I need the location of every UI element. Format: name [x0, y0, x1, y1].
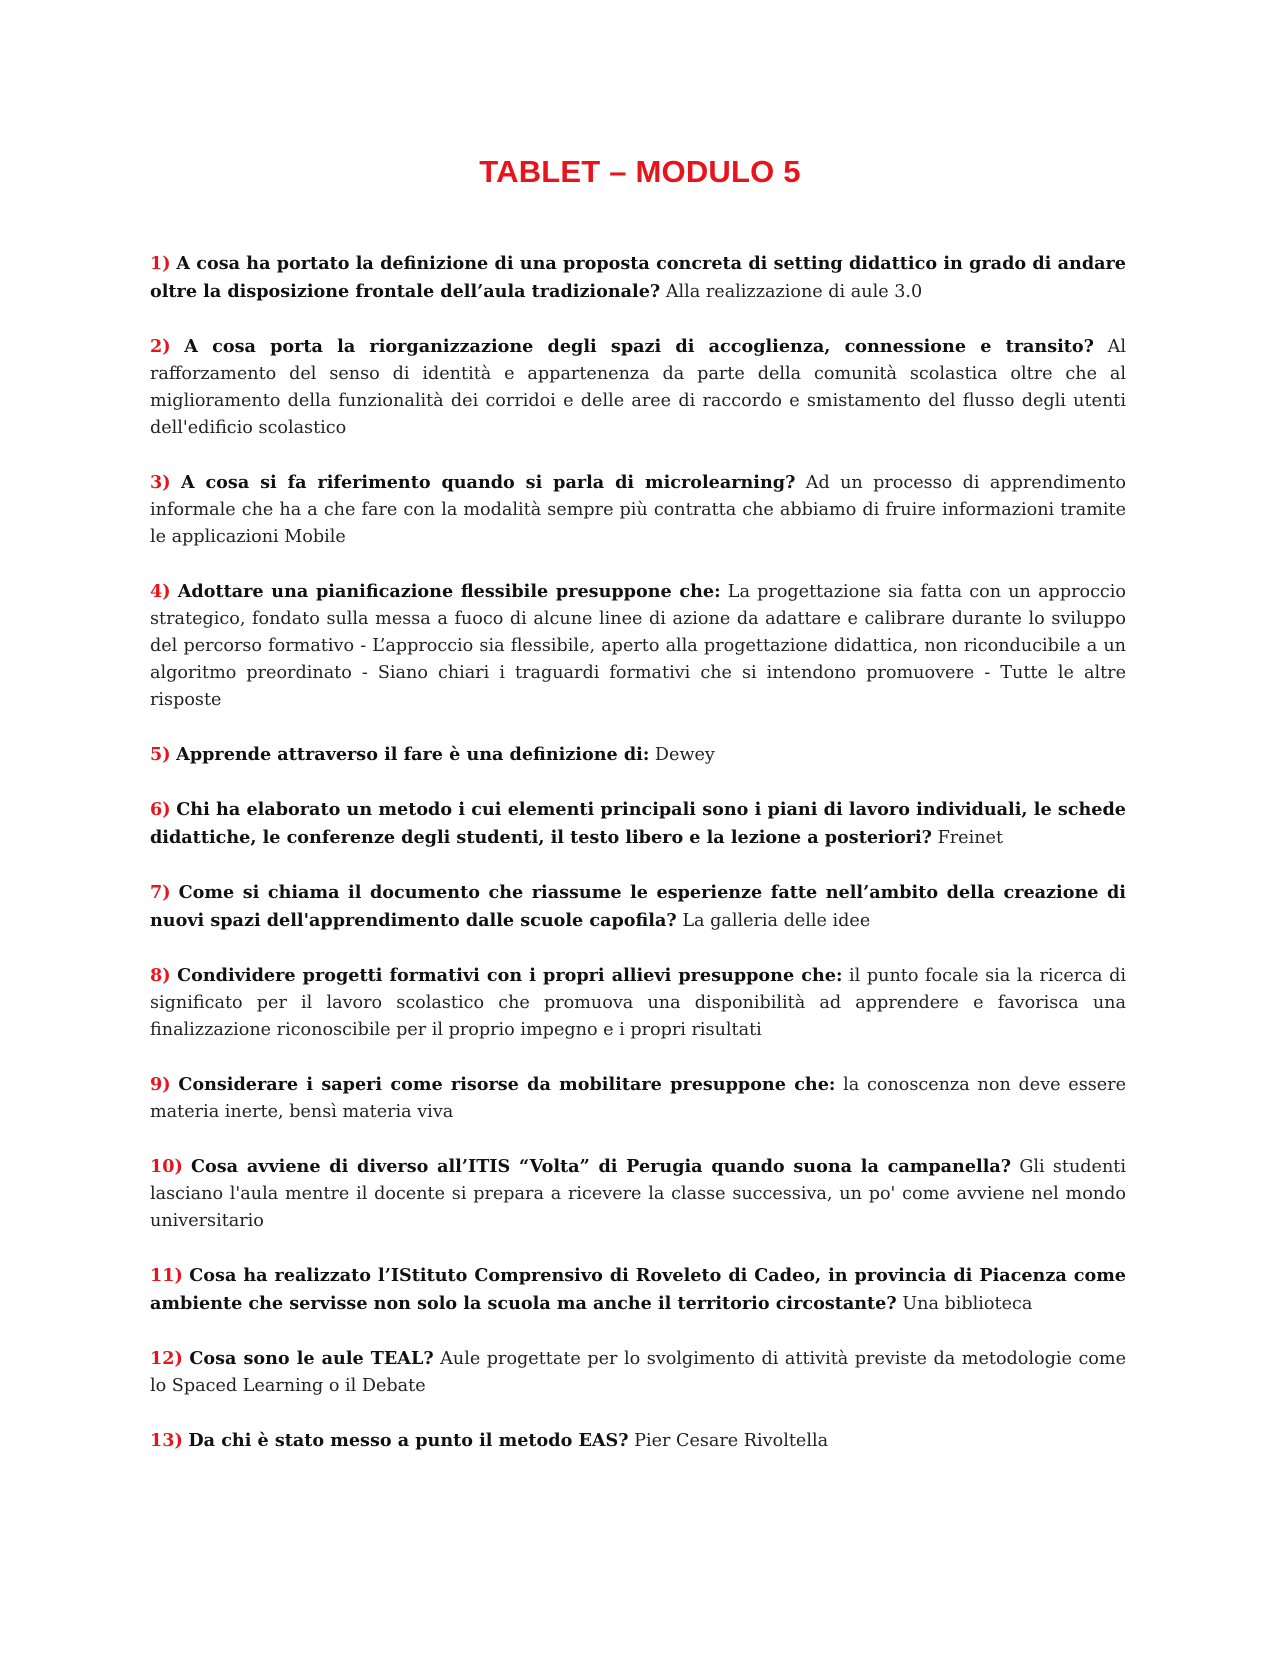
question-number: 1): [150, 253, 171, 274]
answer-text: La progettazione sia fatta con un approccio strategico, fondato sulla messa a fuoco di alcune linee di azione da adattare e calibrare durante lo sviluppo del percorso formativo - L’approccio sia flessibile, aperto alla progettazione didattica, non riconducibile a un algoritmo preordinato - Siano chiari i traguardi formativi che si intendono promuovere - Tutte le altre risposte: [150, 582, 1127, 710]
answer-text: La galleria delle idee: [682, 911, 871, 931]
answer-text: Pier Cesare Rivoltella: [634, 1431, 829, 1451]
question-text: Considerare i saperi come risorse da mobilitare presuppone che:: [178, 1074, 836, 1095]
qa-item: [150, 469, 1126, 551]
qa-item: [150, 962, 1126, 1044]
question-number: 9): [150, 1074, 171, 1095]
page-title: TABLET – MODULO 5: [479, 154, 801, 189]
qa-list: [150, 250, 1126, 1482]
question-text: Condividere progetti formativi con i propri allievi presuppone che:: [177, 965, 843, 986]
question-number: 5): [150, 744, 171, 765]
answer-text: il punto focale sia la ricerca di significato per il lavoro scolastico che promuova una disponibilità ad apprendere e favorisca una finalizzazione riconoscibile per il proprio impegno e i propri risultati: [150, 966, 1127, 1040]
qa-item: [150, 741, 1126, 769]
question-number: 12): [150, 1348, 183, 1369]
question-number: 6): [150, 799, 171, 820]
answer-text: Ad un processo di apprendimento informale che ha a che fare con la modalità sempre più contratta che abbiamo di fruire informazioni tramite le applicazioni Mobile: [150, 473, 1127, 547]
question-text: Apprende attraverso il fare è una definizione di:: [176, 744, 650, 765]
qa-item: [150, 1153, 1126, 1235]
answer-text: Dewey: [654, 745, 715, 765]
question-number: 4): [150, 581, 171, 602]
question-text: Da chi è stato messo a punto il metodo EAS?: [188, 1430, 629, 1451]
answer-text: Gli studenti lasciano l'aula mentre il docente si prepara a ricevere la classe successiva, un po' come avviene nel mondo universitario: [150, 1157, 1126, 1231]
question-text: Cosa sono le aule TEAL?: [189, 1348, 434, 1369]
question-text: A cosa ha portato la definizione di una proposta concreta di setting didattico in grado di andare oltre la disposizione frontale dell’aula tradizionale?: [150, 253, 1126, 302]
qa-item: [150, 1262, 1126, 1318]
question-text: Come si chiama il documento che riassume le esperienze fatte nell’ambito della creazione di nuovi spazi dell'apprendimento dalle scuole capofila?: [150, 882, 1126, 931]
question-number: 11): [150, 1265, 183, 1286]
answer-text: Alla realizzazione di aule 3.0: [665, 282, 923, 302]
answer-text: Aule progettate per lo svolgimento di attività previste da metodologie come lo Spaced Learning o il Debate: [150, 1349, 1126, 1396]
question-number: 8): [150, 965, 171, 986]
question-number: 13): [150, 1430, 183, 1451]
answer-text: Freinet: [937, 828, 1004, 848]
question-text: Cosa ha realizzato l’IStituto Comprensivo di Roveleto di Cadeo, in provincia di Piacenza come ambiente che servisse non solo la scuola ma anche il territorio circostante?: [150, 1265, 1127, 1314]
qa-item: [150, 796, 1126, 852]
question-text: Chi ha elaborato un metodo i cui elementi principali sono i piani di lavoro individuali, le schede didattiche, le conferenze degli studenti, il testo libero e la lezione a posteriori?: [150, 799, 1126, 848]
question-text: Cosa avviene di diverso all’ITIS “Volta” di Perugia quando suona la campanella?: [191, 1156, 1012, 1177]
question-number: 3): [150, 472, 171, 493]
answer-text: la conoscenza non deve essere materia inerte, bensì materia viva: [150, 1075, 1127, 1122]
answer-text: Al rafforzamento del senso di identità e appartenenza da parte della comunità scolastica oltre che al miglioramento della funzionalità dei corridoi e delle aree di raccordo e smistamento del flusso degli utenti dell'edificio scolastico: [150, 337, 1127, 438]
question-number: 2): [150, 336, 171, 357]
qa-item: [150, 578, 1126, 714]
question-text: Adottare una pianificazione flessibile presuppone che:: [177, 581, 721, 602]
question-number: 10): [150, 1156, 183, 1177]
qa-item: [150, 879, 1126, 935]
qa-item: [150, 1345, 1126, 1400]
question-number: 7): [150, 882, 171, 903]
qa-item: [150, 333, 1126, 442]
question-text: A cosa si fa riferimento quando si parla di microlearning?: [180, 472, 796, 493]
answer-text: Una biblioteca: [902, 1294, 1033, 1314]
qa-item: [150, 1427, 1126, 1455]
qa-item: [150, 1071, 1126, 1126]
qa-item: [150, 250, 1126, 306]
question-text: A cosa porta la riorganizzazione degli spazi di accoglienza, connessione e transito?: [184, 336, 1094, 357]
